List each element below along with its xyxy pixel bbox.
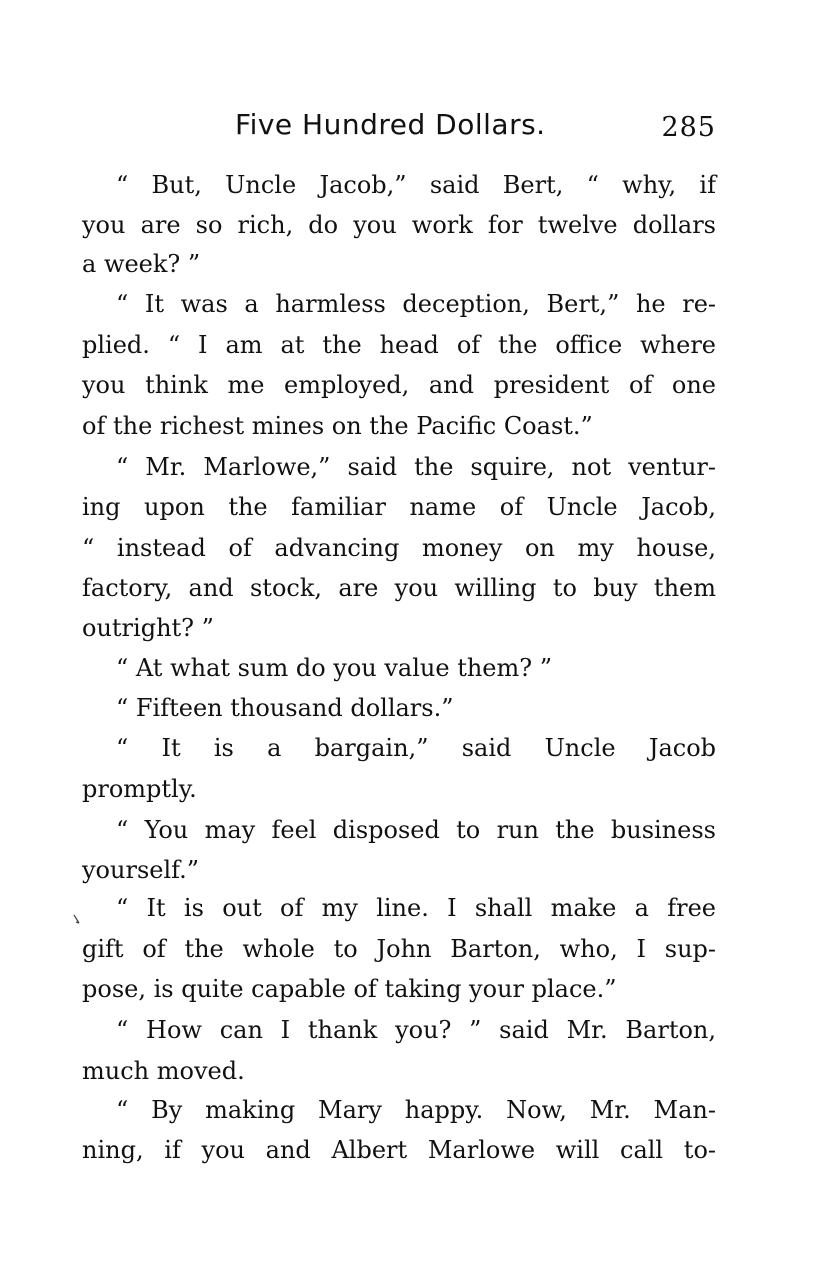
text-line: “ It was a harmless deception, Bert,” he re- xyxy=(116,290,716,318)
text-line: “ It is a bargain,” said Uncle Jacob xyxy=(116,734,716,762)
text-line: “ You may feel disposed to run the business xyxy=(116,816,716,844)
ink-speck-icon xyxy=(73,913,81,925)
text-line: outright? ” xyxy=(82,614,214,642)
text-line: promptly. xyxy=(82,775,197,803)
text-line: a week? ” xyxy=(82,250,201,278)
stray-ink-mark xyxy=(73,913,81,925)
text-line: “ Mr. Marlowe,” said the squire, not ventur- xyxy=(116,453,716,481)
text-line: ing upon the familiar name of Uncle Jacob, xyxy=(82,493,716,521)
text-line: “ How can I thank you? ” said Mr. Barton, xyxy=(116,1016,716,1044)
text-line: “ But, Uncle Jacob,” said Bert, “ why, if xyxy=(116,171,716,199)
text-line: much moved. xyxy=(82,1057,245,1085)
text-line: gift of the whole to John Barton, who, I sup- xyxy=(82,935,716,963)
text-line: ning, if you and Albert Marlowe will call to- xyxy=(82,1136,716,1164)
page-header xyxy=(82,108,718,154)
page-number: 285 xyxy=(661,112,716,143)
text-line: “ It is out of my line. I shall make a free xyxy=(116,894,716,922)
text-line: you are so rich, do you work for twelve dollars xyxy=(82,211,716,239)
text-line: yourself.” xyxy=(82,856,200,884)
text-line: “ Fifteen thousand dollars.” xyxy=(116,694,454,722)
text-line: “ At what sum do you value them? ” xyxy=(116,654,553,682)
text-line: factory, and stock, are you willing to buy them xyxy=(82,574,716,602)
text-line: you think me employed, and president of one xyxy=(82,371,716,399)
text-line: “ By making Mary happy. Now, Mr. Man- xyxy=(116,1096,716,1124)
text-line: “ instead of advancing money on my house, xyxy=(82,534,716,562)
running-title: Five Hundred Dollars. xyxy=(235,108,546,141)
text-line: plied. “ I am at the head of the office where xyxy=(82,331,716,359)
text-line: pose, is quite capable of taking your place.” xyxy=(82,975,617,1003)
text-line: of the richest mines on the Pacific Coast.” xyxy=(82,412,593,440)
